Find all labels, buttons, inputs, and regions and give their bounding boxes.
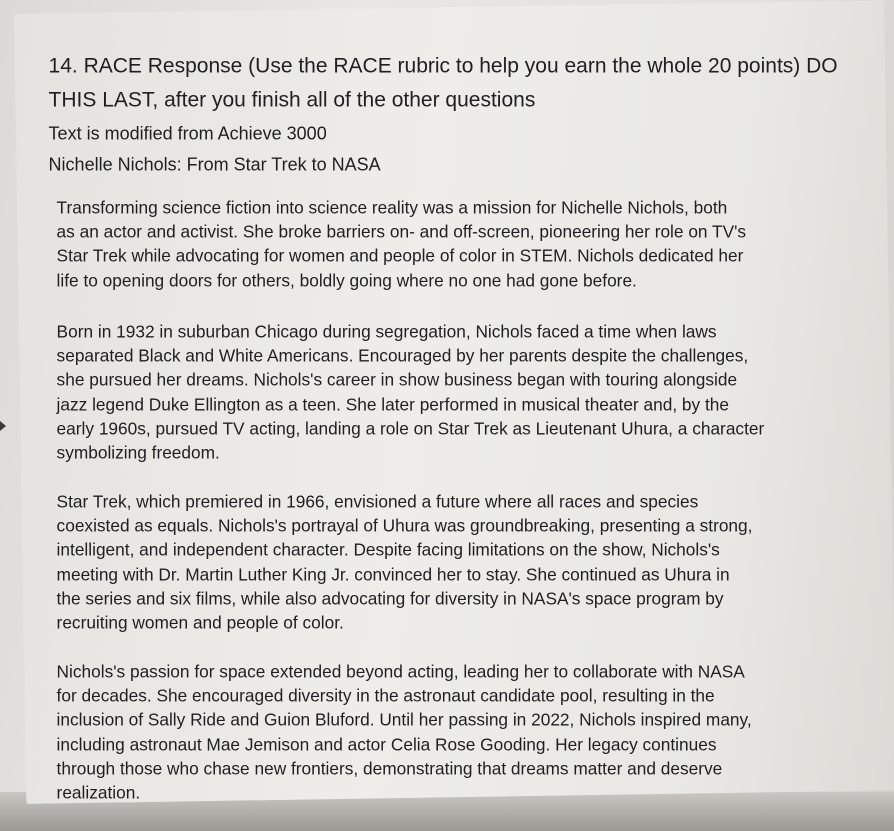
question-content: [48, 49, 869, 803]
question-line-2: THIS LAST, after you finish all of the other questions: [48, 88, 536, 112]
paragraph-line: coexisted as equals. Nichols's portrayal of Uhura was groundbreaking, presenting a strong,: [56, 515, 753, 536]
paragraph-line: realization.: [56, 782, 141, 803]
paragraph-line: Star Trek while advocating for women and people of color in STEM. Nichols dedicated her: [56, 245, 744, 266]
paragraph-line: as an actor and activist. She broke barriers on- and off-screen, pioneering her role on TV's: [56, 221, 747, 242]
paragraph-1: [57, 195, 869, 292]
question-line-1: 14. RACE Response (Use the RACE rubric to help you earn the whole 20 points) DO: [48, 54, 838, 78]
paragraph-line: she pursued her dreams. Nichols's career in show business began with touring alongside: [56, 369, 738, 390]
paragraph-line: recruiting women and people of color.: [56, 612, 344, 633]
article-title: Nichelle Nichols: From Star Trek to NASA: [48, 154, 381, 175]
paragraph-line: meeting with Dr. Martin Luther King Jr. convinced her to stay. She continued as Uhura in: [56, 564, 730, 585]
paragraph-line: Star Trek, which premiered in 1966, envisioned a future where all races and species: [56, 491, 699, 512]
paragraph-line: Transforming science fiction into science reality was a mission for Nichelle Nichols, both: [56, 197, 728, 218]
paragraph-line: intelligent, and independent character. Despite facing limitations on the show, Nichols's: [56, 539, 720, 560]
source-note: Text is modified from Achieve 3000: [48, 123, 327, 144]
paragraph-line: for decades. She encouraged diversity in the astronaut candidate pool, resulting in the: [56, 685, 715, 706]
paragraph-line: separated Black and White Americans. Encouraged by her parents despite the challenges,: [56, 345, 749, 366]
question-card: [14, 0, 894, 804]
paragraph-3: [57, 489, 869, 634]
paragraph-2: [57, 319, 869, 464]
question-prompt: [49, 49, 869, 117]
paragraph-line: jazz legend Duke Ellington as a teen. She later performed in musical theater and, by the: [56, 394, 730, 415]
paragraph-line: the series and six films, while also advocating for diversity in NASA's space program by: [56, 588, 724, 609]
left-edge-marker: [0, 421, 6, 431]
paragraph-line: symbolizing freedom.: [56, 442, 220, 463]
paragraph-line: Born in 1932 in suburban Chicago during segregation, Nichols faced a time when laws: [56, 321, 717, 342]
paragraph-line: Nichols's passion for space extended beyond acting, leading her to collaborate with NASA: [56, 661, 745, 682]
paragraph-line: life to opening doors for others, boldly going where no one had gone before.: [56, 270, 637, 291]
paragraph-line: including astronaut Mae Jemison and actor Celia Rose Gooding. Her legacy continues: [56, 734, 717, 755]
paragraph-4: [57, 659, 869, 804]
paragraph-line: inclusion of Sally Ride and Guion Bluford. Until her passing in 2022, Nichols inspired many,: [56, 709, 752, 730]
paragraph-line: early 1960s, pursued TV acting, landing a role on Star Trek as Lieutenant Uhura, a character: [56, 418, 765, 439]
paragraph-line: through those who chase new frontiers, demonstrating that dreams matter and deserve: [56, 758, 723, 779]
